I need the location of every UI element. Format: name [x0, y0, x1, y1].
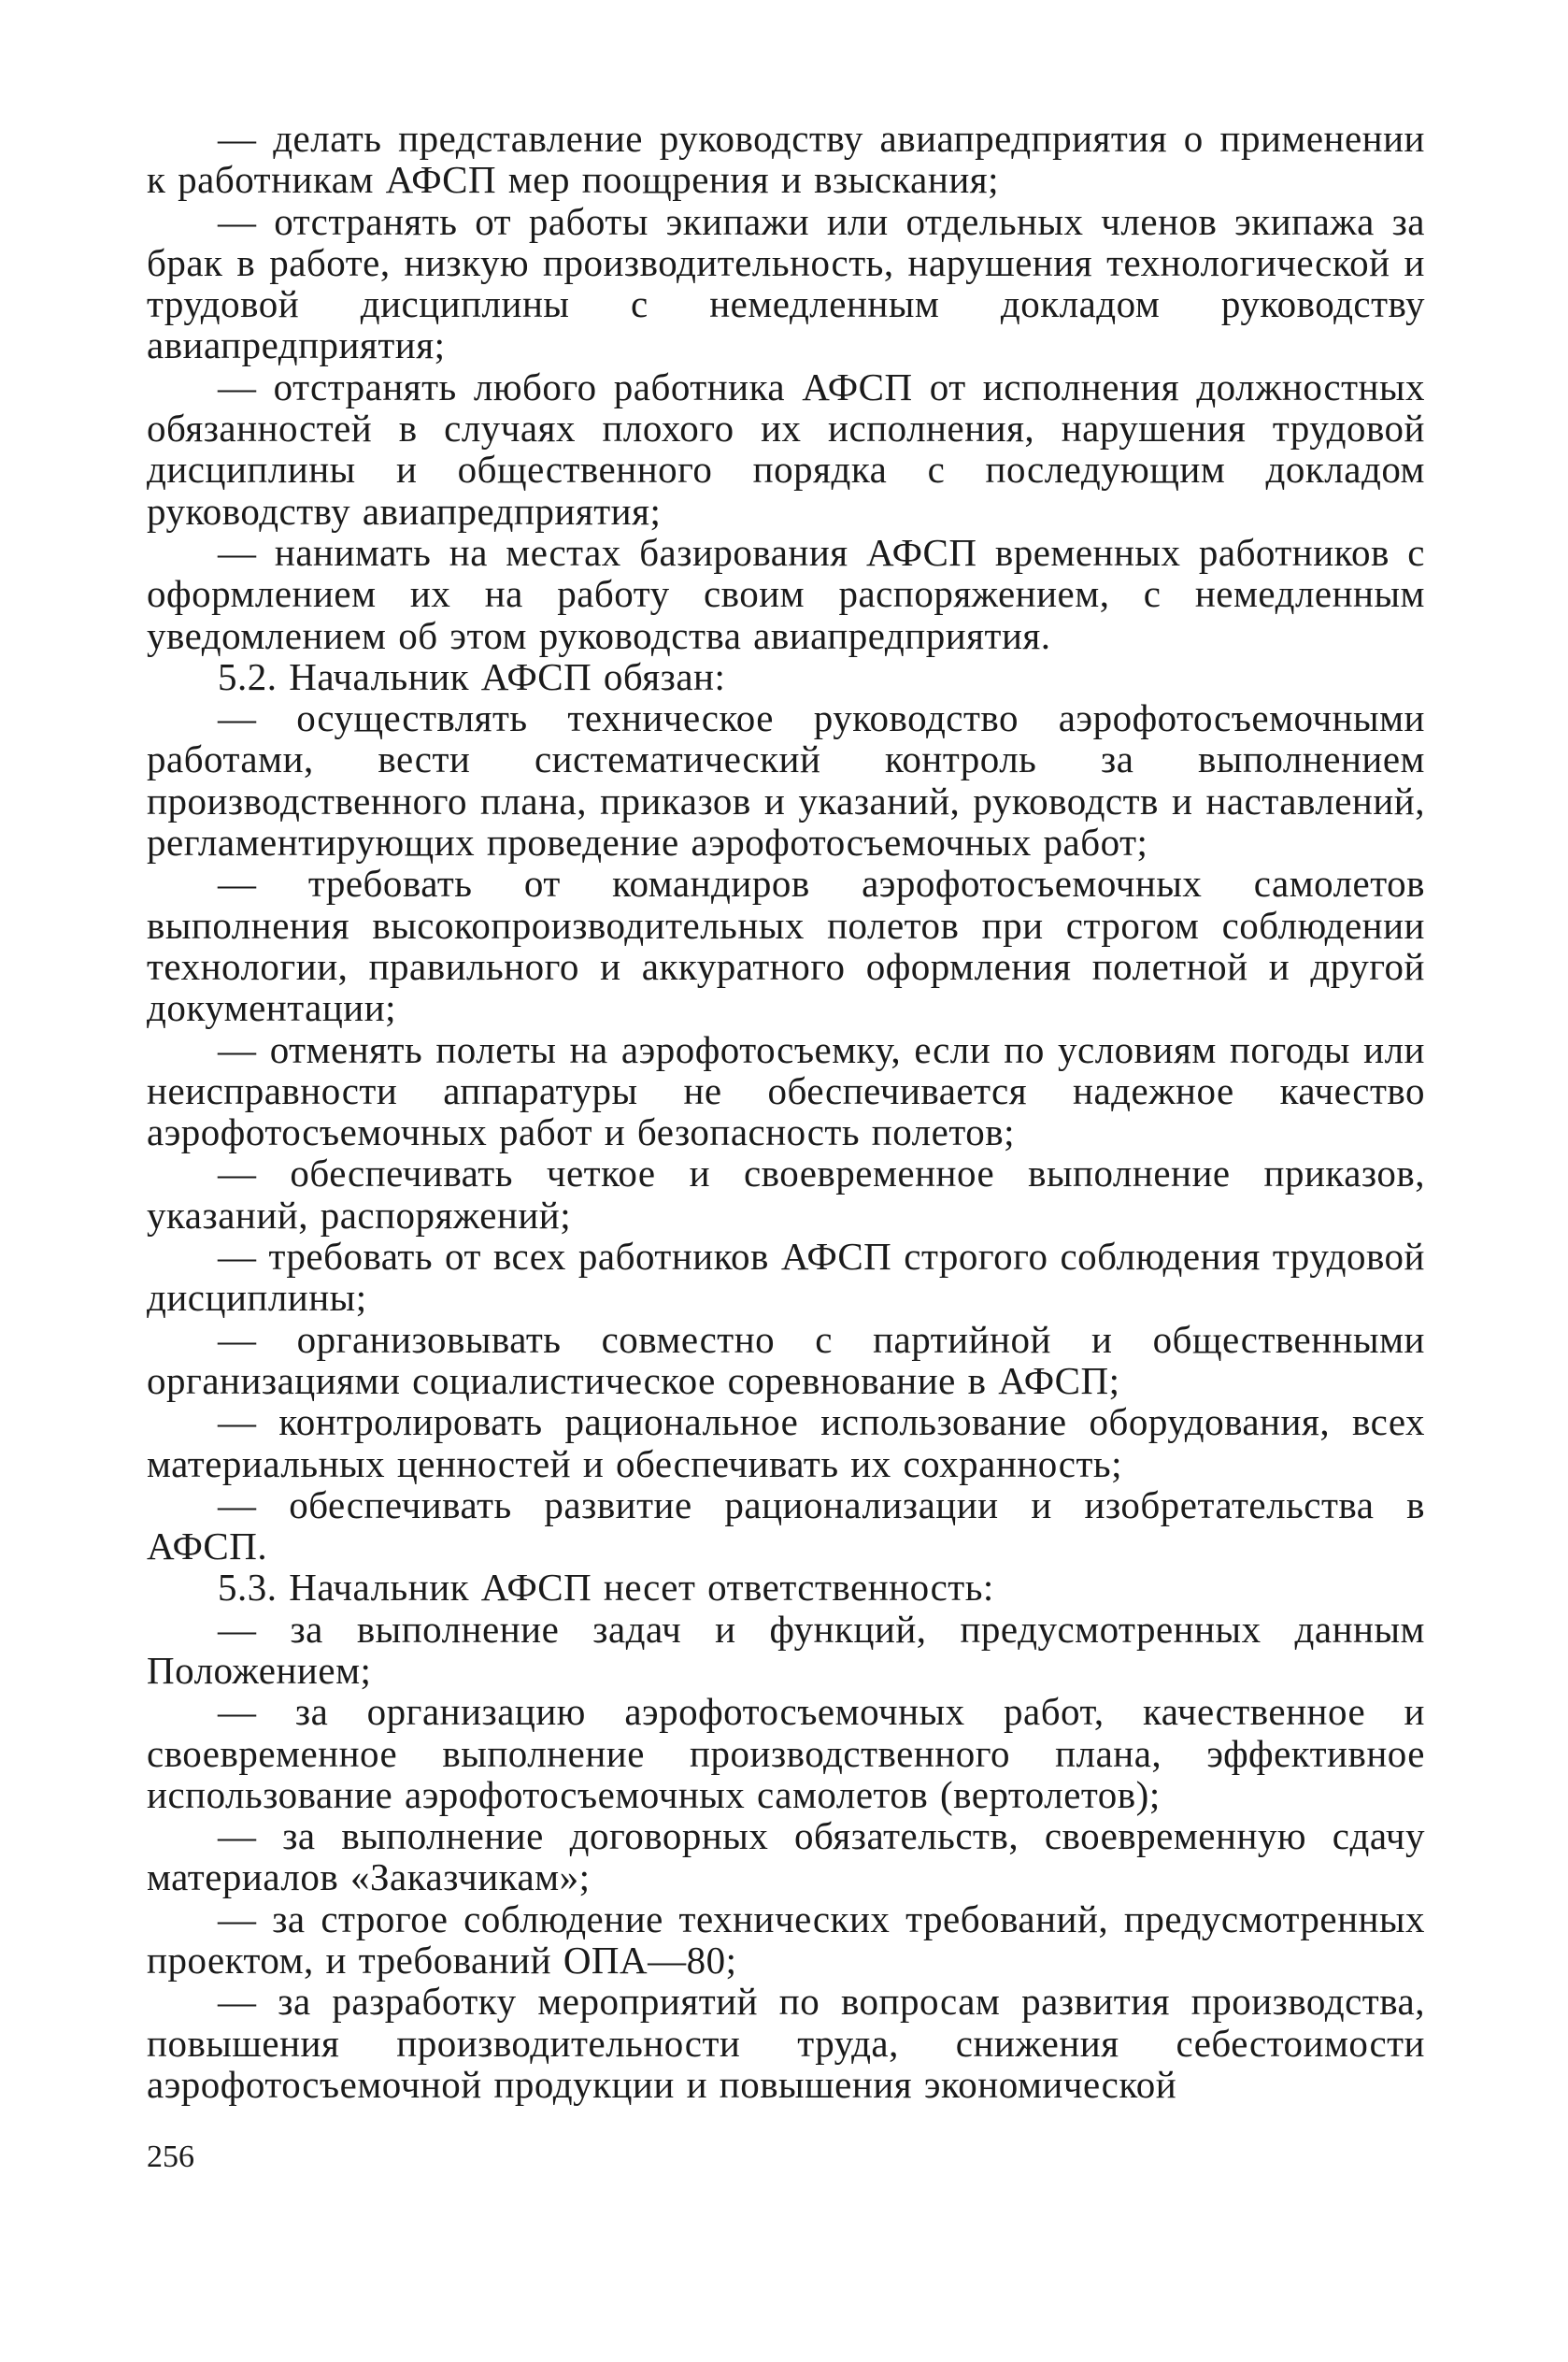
paragraph: — за строгое соблюдение технических требований, предусмотренных проектом, и требований ОПА—80; — [147, 1897, 1425, 1983]
body-text — [147, 118, 1425, 2105]
paragraph: — отменять полеты на аэрофотосъемку, если по условиям погоды или неисправности аппаратуры не обеспечивается надежное качество аэрофотосъемочных работ и безопасность полетов; — [147, 1027, 1425, 1154]
paragraph: — отстранять от работы экипажи или отдельных членов экипажа за брак в работе, низкую производительность, нарушения технологической и трудовой дисциплины с немедленным докладом руководству авиапредприятия; — [147, 199, 1425, 367]
section-heading: 5.2. Начальник АФСП обязан: — [218, 654, 726, 698]
paragraph: — за выполнение договорных обязательств, своевременную сдачу материалов «Заказчикам»; — [147, 1814, 1425, 1899]
paragraph: — осуществлять техническое руководство аэрофотосъемочными работами, вести систематический контроль за выполнением производственного плана, приказов и указаний, руководств и наставлений, регламентирующих проведение аэрофотосъемочных работ; — [147, 696, 1425, 865]
paragraph: — обеспечивать четкое и своевременное выполнение приказов, указаний, распоряжений; — [147, 1152, 1425, 1237]
paragraph: — контролировать рациональное использование оборудования, всех материальных ценностей и обеспечивать их сохранность; — [147, 1400, 1425, 1485]
page-number: 256 — [147, 2140, 194, 2174]
paragraph: — делать представление руководству авиапредприятия о применении к работникам АФСП мер поощрения и взыскания; — [147, 117, 1425, 202]
paragraph: — нанимать на местах базирования АФСП временных работников с оформлением их на работу своим распоряжением, с немедленным уведомлением об этом руководства авиапредприятия. — [147, 530, 1425, 657]
paragraph: — за организацию аэрофотосъемочных работ, качественное и своевременное выполнение производственного плана, эффективное использование аэрофотосъемочных самолетов (вертолетов); — [147, 1690, 1425, 1816]
paragraph: — организовывать совместно с партийной и общественными организациями социалистическое соревнование в АФСП; — [147, 1317, 1425, 1402]
paragraph: — обеспечивать развитие рационализации и изобретательства в АФСП. — [147, 1482, 1425, 1568]
paragraph: — за выполнение задач и функций, предусмотренных данным Положением; — [147, 1607, 1425, 1692]
paragraph: — требовать от командиров аэрофотосъемочных самолетов выполнения высокопроизводительных полетов при строгом соблюдении технологии, правильного и аккуратного оформления полетной и другой документации; — [147, 862, 1425, 1030]
section-heading: 5.3. Начальник АФСП несет ответственность: — [218, 1566, 994, 1610]
paragraph: — за разработку мероприятий по вопросам развития производства, повышения производительности труда, снижения себестоимости аэрофотосъемочной продукции и повышения экономической — [147, 1980, 1425, 2106]
paragraph: — отстранять любого работника АФСП от исполнения должностных обязанностей в случаях плохого их исполнения, нарушения трудовой дисциплины и общественного порядка с последующим докладом руководству авиапредприятия; — [147, 365, 1425, 533]
paragraph: — требовать от всех работников АФСП строгого соблюдения трудовой дисциплины; — [147, 1235, 1425, 1320]
